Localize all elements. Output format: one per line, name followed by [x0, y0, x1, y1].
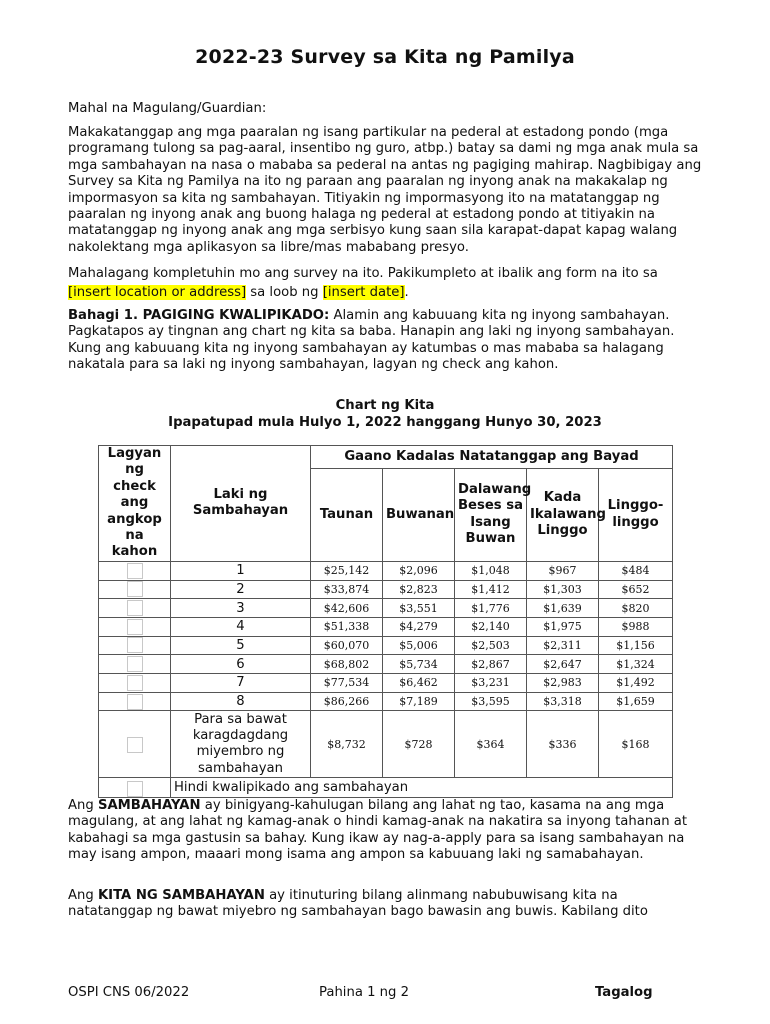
checkbox-cell [99, 655, 171, 674]
income-value-cell: $1,776 [455, 599, 527, 618]
income-value-cell: $5,734 [383, 655, 455, 674]
frequency-column-header: Taunan [311, 468, 383, 561]
checkbox-cell [99, 778, 171, 798]
footer-language: Tagalog [595, 985, 653, 1000]
household-size-checkbox[interactable] [127, 637, 143, 653]
income-value-cell: $2,823 [383, 580, 455, 599]
income-value-cell: $1,156 [599, 636, 673, 655]
household-size-cell: 3 [171, 599, 311, 618]
income-value-cell: $2,647 [527, 655, 599, 674]
footer-page-number: Pahina 1 ng 2 [319, 985, 409, 1000]
income-value-cell: $1,412 [455, 580, 527, 599]
income-chart-table [98, 445, 673, 798]
table-row [99, 561, 673, 580]
income-value-cell: $652 [599, 580, 673, 599]
income-value-cell: $2,867 [455, 655, 527, 674]
income-value-cell: $364 [455, 711, 527, 778]
table-row [99, 580, 673, 599]
household-term: SAMBAHAYAN [97, 798, 201, 813]
income-value-cell: $3,551 [383, 599, 455, 618]
income-value-cell: $1,975 [527, 617, 599, 636]
chart-subtitle: Ipapatupad mula Hulyo 1, 2022 hanggang Hunyo 30, 2023 [168, 415, 602, 430]
intro-paragraph: Makakatanggap ang mga paaralan ng isang partikular na pederal at estadong pondo (mga programang tulong sa pag-aaral, insentibo ng guro, atbp.) batay sa dami ng mga anak mula sa mga sambahayan na nasa o mababa sa pederal na antas ng pagiging mahirap. Nagbibigay ang Survey sa Kita ng Pamilya na ito ng paraan ang paaralan ng inyong anak na makakalap ng impormasyon sa kita ng sambahayan. Titiyakin ng impormasyong ito na matatanggap ng paaralan ng inyong anak ang buong halaga ng pederal at estadong pondo at titiyakin na matatanggap ng inyong anak ang mga serbisyo kung saan sila karapat-dapat kapag walang nakolektang mga aplikasyon sa libre/mas mababang presyo. [68, 125, 702, 255]
table-row [99, 617, 673, 636]
income-value-cell: $25,142 [311, 561, 383, 580]
income-value-cell: $42,606 [311, 599, 383, 618]
household-size-cell: 6 [171, 655, 311, 674]
income-value-cell: $1,324 [599, 655, 673, 674]
income-value-cell: $51,338 [311, 617, 383, 636]
income-value-cell: $1,492 [599, 673, 673, 692]
income-value-cell: $7,189 [383, 692, 455, 711]
document-title: 2022-23 Survey sa Kita ng Pamilya [195, 46, 575, 68]
additional-member-label: Para sa bawat karagdagdang miyembro ng sambahayan [171, 711, 311, 778]
household-size-checkbox[interactable] [127, 581, 143, 597]
household-def-prefix: Ang [68, 798, 98, 813]
income-value-cell: $336 [527, 711, 599, 778]
income-value-cell: $77,534 [311, 673, 383, 692]
table-row [99, 636, 673, 655]
not-qualified-label: Hindi kwalipikado ang sambahayan [171, 778, 673, 798]
footer-form-id: OSPI CNS 06/2022 [68, 985, 190, 1000]
household-size-cell: 5 [171, 636, 311, 655]
greeting: Mahal na Magulang/Guardian: [68, 101, 267, 116]
income-value-cell: $2,096 [383, 561, 455, 580]
income-value-cell: $484 [599, 561, 673, 580]
checkbox-cell [99, 599, 171, 618]
household-def-text: ay binigyang-kahulugan bilang ang lahat ng tao, kasama na ang mga magulang, at ang lahat ng kamag-anak o hindi kamag-anak na nakatira sa inyong tahanan at kabahagi sa mga gastusin sa bahay. Kung ikaw ay nag-a-apply para sa isang sambahayan na may isang ampon, maaari mong isama ang ampon sa kabuuang laki ng samabahayan. [68, 798, 688, 863]
frequency-header: Gaano Kadalas Natatanggap ang Bayad [311, 446, 673, 469]
return-instructions [68, 264, 702, 302]
income-value-cell: $1,048 [455, 561, 527, 580]
frequency-column-header: Dalawang Beses sa Isang Buwan [455, 468, 527, 561]
location-placeholder: [insert location or address] [68, 285, 247, 300]
income-value-cell: $967 [527, 561, 599, 580]
checkbox-cell [99, 692, 171, 711]
checkbox-cell [99, 636, 171, 655]
household-size-cell: 8 [171, 692, 311, 711]
checkbox-cell [99, 561, 171, 580]
income-value-cell: $1,303 [527, 580, 599, 599]
income-value-cell: $4,279 [383, 617, 455, 636]
checkbox-cell [99, 580, 171, 599]
income-value-cell: $2,140 [455, 617, 527, 636]
check-column-header: Lagyan ng check ang angkop na kahon [99, 446, 171, 562]
table-row [99, 673, 673, 692]
household-definition [68, 798, 702, 864]
income-value-cell: $33,874 [311, 580, 383, 599]
household-size-cell: 2 [171, 580, 311, 599]
income-value-cell: $5,006 [383, 636, 455, 655]
return-text-after: . [404, 285, 409, 300]
not-qualified-checkbox[interactable] [127, 781, 143, 797]
income-value-cell: $86,266 [311, 692, 383, 711]
checkbox-cell [99, 617, 171, 636]
frequency-column-header: Buwanan [383, 468, 455, 561]
additional-member-row [99, 711, 673, 778]
household-size-checkbox[interactable] [127, 675, 143, 691]
income-def-prefix: Ang [68, 888, 98, 903]
frequency-column-header: Kada Ikalawang Linggo [527, 468, 599, 561]
income-value-cell: $168 [599, 711, 673, 778]
income-value-cell: $2,983 [527, 673, 599, 692]
income-value-cell: $3,595 [455, 692, 527, 711]
table-row [99, 599, 673, 618]
income-definition [68, 888, 702, 921]
household-size-cell: 4 [171, 617, 311, 636]
income-value-cell: $6,462 [383, 673, 455, 692]
household-size-checkbox[interactable] [127, 619, 143, 635]
income-value-cell: $68,802 [311, 655, 383, 674]
income-value-cell: $60,070 [311, 636, 383, 655]
household-size-checkbox[interactable] [127, 656, 143, 672]
part1-paragraph [68, 308, 702, 374]
income-value-cell: $820 [599, 599, 673, 618]
return-text-before: Mahalagang kompletuhin mo ang survey na ito. Pakikumpleto at ibalik ang form na ito sa [68, 266, 658, 281]
frequency-column-header: Linggo-linggo [599, 468, 673, 561]
checkbox-cell [99, 673, 171, 692]
income-rows [99, 561, 673, 798]
household-size-checkbox[interactable] [127, 600, 143, 616]
income-value-cell: $8,732 [311, 711, 383, 778]
income-value-cell: $2,311 [527, 636, 599, 655]
income-def-text: ay itinuturing bilang alinmang nabubuwisang kita na natatanggap ng bawat miyebro ng sambahayan bago bawasin ang buwis. Kabilang dito [68, 888, 648, 920]
household-size-cell: 7 [171, 673, 311, 692]
table-row [99, 655, 673, 674]
household-size-checkbox[interactable] [127, 694, 143, 710]
date-placeholder: [insert date] [322, 285, 405, 300]
chart-title: Chart ng Kita [335, 398, 435, 413]
part1-text: Alamin ang kabuuang kita ng inyong sambahayan. Pagkatapos ay tingnan ang chart ng kita sa baba. Hanapin ang laki ng inyong sambahayan. Kung ang kabuuang kita ng inyong sambahayan ay katumbas o mas mababa sa halagang nakatala para sa laki ng inyong sambahayan, lagyan ng check ang kahon. [68, 308, 675, 373]
income-value-cell: $3,231 [455, 673, 527, 692]
additional-member-checkbox[interactable] [127, 737, 143, 753]
income-value-cell: $3,318 [527, 692, 599, 711]
table-row [99, 692, 673, 711]
household-size-checkbox[interactable] [127, 563, 143, 579]
checkbox-cell [99, 711, 171, 778]
household-size-header: Laki ng Sambahayan [171, 446, 311, 562]
income-value-cell: $2,503 [455, 636, 527, 655]
household-size-cell: 1 [171, 561, 311, 580]
part1-heading: Bahagi 1. PAGIGING KWALIPIKADO: [68, 308, 330, 323]
income-value-cell: $1,639 [527, 599, 599, 618]
return-text-middle: sa loob ng [246, 285, 323, 300]
income-term: KITA NG SAMBAHAYAN [97, 888, 265, 903]
not-qualified-row [99, 778, 673, 798]
income-value-cell: $1,659 [599, 692, 673, 711]
income-value-cell: $728 [383, 711, 455, 778]
income-value-cell: $988 [599, 617, 673, 636]
